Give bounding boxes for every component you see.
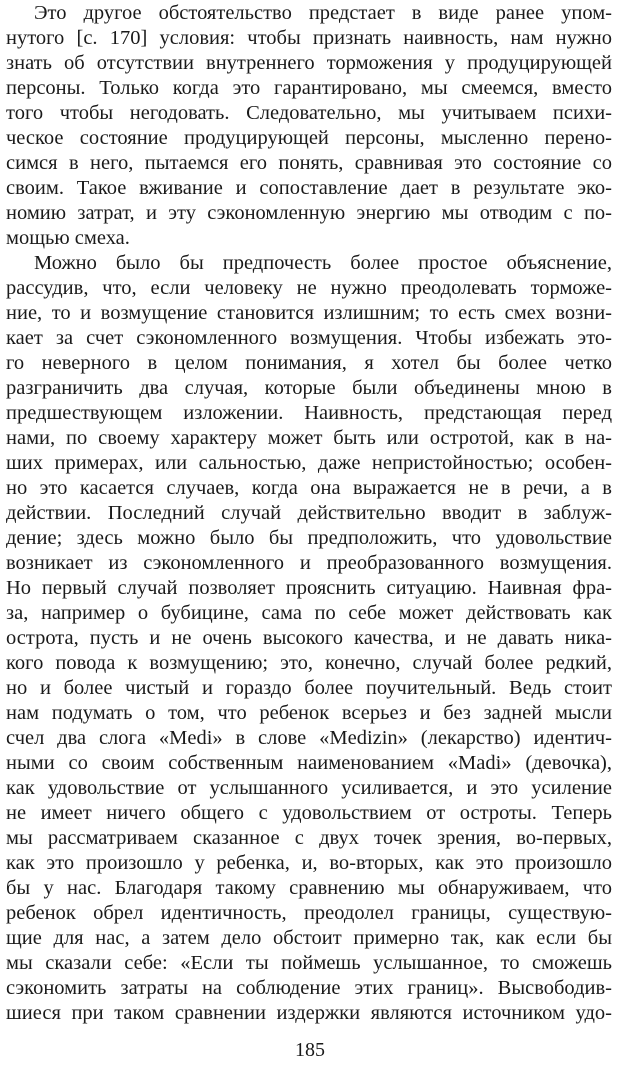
text-line: ние, то и возмущение становится излишним; то есть смех возни- <box>6 302 612 324</box>
text-line: нам подумать о том, что ребенок всерьез и без задней мысли <box>6 702 612 724</box>
text-line: ческое состояние продуцирующей персоны, мысленно перено- <box>6 127 612 149</box>
text-line: кого повода к возмущению; это, конечно, случай более редкий, <box>6 652 612 674</box>
text-line: но и более чистый и гораздо более поучительный. Ведь стоит <box>6 677 612 699</box>
text-line: того чтобы негодовать. Следовательно, мы учитываем психи- <box>6 102 612 124</box>
text-line: го неверного в целом понимания, я хотел бы более четко <box>6 352 612 374</box>
text-line: возникает из сэкономленного и преобразованного возмущения. <box>6 552 612 574</box>
text-line: действии. Последний случай действительно вводит в заблуж- <box>6 502 612 524</box>
text-line: острота, пусть и не очень высокого качества, и не давать ника- <box>6 627 612 649</box>
text-line: кает за счет сэкономленного возмущения. Чтобы избежать это- <box>6 327 612 349</box>
text-line: симся в него, пытаемся его понять, сравнивая это состояние со <box>6 152 612 174</box>
text-line: Но первый случай позволяет прояснить ситуацию. Наивная фра- <box>6 577 612 599</box>
text-line: дение; здесь можно было бы предположить, что удовольствие <box>6 527 612 549</box>
text-line: сэкономить затраты на соблюдение этих границ». Высвободив- <box>6 977 612 999</box>
text-line: как удовольствие от услышанного усиливается, и это усиление <box>6 777 612 799</box>
text-line: но это касается случаев, когда она выражается не в речи, а в <box>6 477 612 499</box>
text-line: рассудив, что, если человеку не нужно преодолевать торможе- <box>6 277 612 299</box>
text-line: Можно было бы предпочесть более простое объяснение, <box>34 252 612 274</box>
text-line: персоны. Только когда это гарантировано, мы смеемся, вместо <box>6 77 612 99</box>
text-line: знать об отсутствии внутреннего торможения у продуцирующей <box>6 52 612 74</box>
text-line: ными со своим собственным наименованием «Madi» (девочка), <box>6 752 612 774</box>
page-number: 185 <box>295 1039 325 1061</box>
text-line: ребенок обрел идентичность, преодолел границы, существую- <box>6 902 612 924</box>
text-line: номию затрат, и эту сэкономленную энергию мы отводим с по- <box>6 202 612 224</box>
text-line: нами, по своему характеру может быть или остротой, как в на- <box>6 427 612 449</box>
text-line: за, например о бубицине, сама по себе может действовать как <box>6 602 612 624</box>
text-line: шиеся при таком сравнении издержки являются источником удо- <box>6 1002 612 1024</box>
text-line: как это произошло у ребенка, и, во-вторых, как это произошло <box>6 852 612 874</box>
text-line: мы сказали себе: «Если ты поймешь услышанное, то сможешь <box>6 952 612 974</box>
text-line: разграничить два случая, которые были объединены мною в <box>6 377 612 399</box>
text-line: счел два слога «Medi» в слове «Medizin» (лекарство) идентич- <box>6 727 612 749</box>
text-line: бы у нас. Благодаря такому сравнению мы обнаруживаем, что <box>6 877 612 899</box>
text-line: щие для нас, а затем дело обстоит примерно так, как если бы <box>6 927 612 949</box>
text-line: не имеет ничего общего с удовольствием от остроты. Теперь <box>6 802 612 824</box>
text-line: мощью смеха. <box>6 227 130 249</box>
text-line: своим. Такое вживание и сопоставление дает в результате эко- <box>6 177 612 199</box>
text-line: нутого [с. 170] условия: чтобы признать наивность, нам нужно <box>6 27 612 49</box>
text-line: предшествующем изложении. Наивность, предстающая перед <box>6 402 612 424</box>
text-line: мы рассматриваем сказанное с двух точек зрения, во-первых, <box>6 827 612 849</box>
text-line: Это другое обстоятельство предстает в виде ранее упом- <box>34 2 612 24</box>
text-line: ших примерах, или сальностью, даже непристойностью; особен- <box>6 452 612 474</box>
